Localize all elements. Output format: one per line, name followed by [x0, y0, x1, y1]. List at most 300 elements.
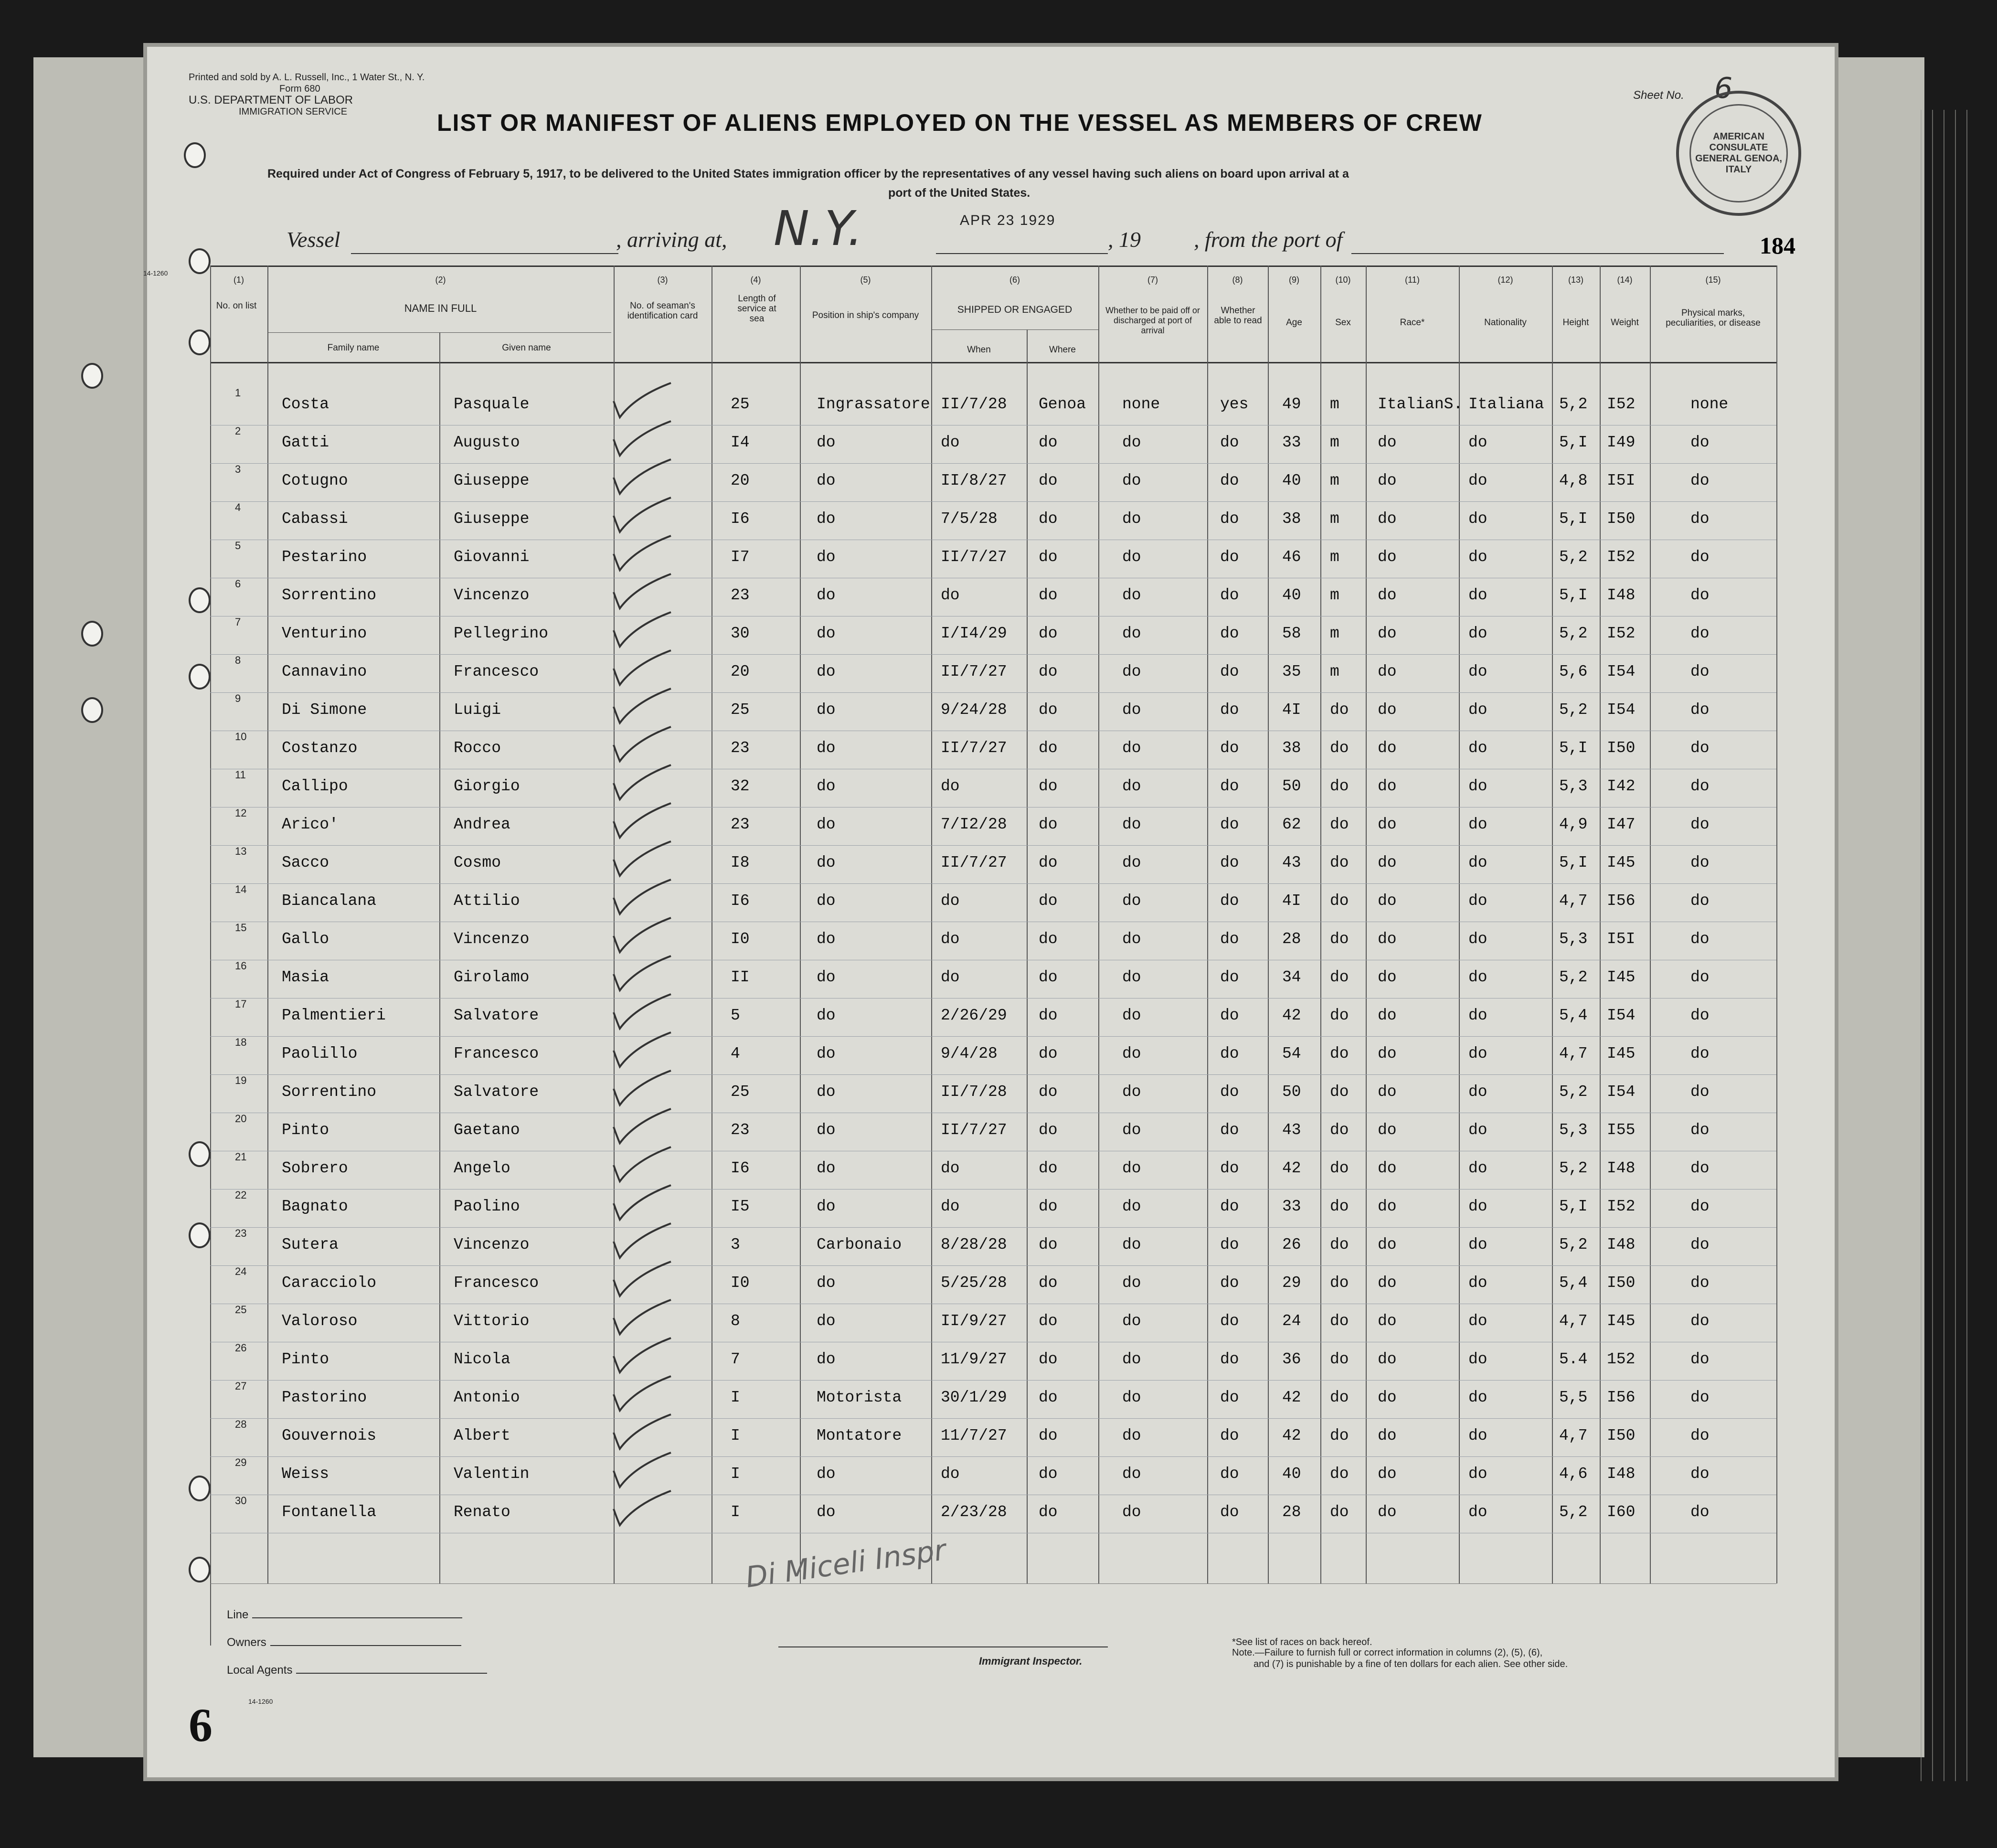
cell-age: 42	[1282, 1159, 1301, 1177]
footer-agents-field	[227, 1664, 487, 1677]
row-number: 18	[235, 1036, 247, 1048]
cell-able-to-read: do	[1220, 548, 1239, 566]
cell-age: 43	[1282, 1121, 1301, 1139]
cell-physical-marks: do	[1690, 663, 1710, 680]
cell-race: do	[1378, 1350, 1397, 1368]
cell-shipped-where: do	[1039, 1274, 1058, 1292]
cell-position: do	[817, 1159, 836, 1177]
cell-height: 5,3	[1559, 930, 1588, 948]
row-number: 1	[235, 387, 241, 399]
col-num-10: (10)	[1335, 275, 1351, 285]
cell-race: do	[1378, 777, 1397, 795]
cell-race: do	[1378, 968, 1397, 986]
header-name-in-full: NAME IN FULL	[404, 302, 477, 314]
cell-shipped-where: do	[1039, 1198, 1058, 1215]
cell-shipped-where: do	[1039, 892, 1058, 910]
cell-family-name: Cabassi	[282, 510, 348, 528]
cell-able-to-read: do	[1220, 663, 1239, 680]
cell-shipped-when: 30/1/29	[941, 1389, 1007, 1406]
cell-shipped-where: do	[1039, 739, 1058, 757]
cell-paid-off: do	[1122, 1274, 1141, 1292]
footer-owners-underline	[270, 1645, 461, 1646]
cell-shipped-where: do	[1039, 816, 1058, 833]
cell-age: 29	[1282, 1274, 1301, 1292]
cell-paid-off: do	[1122, 1198, 1141, 1215]
cell-length-of-service: I0	[731, 930, 750, 948]
cell-shipped-when: II/7/27	[941, 548, 1007, 566]
cell-weight: I48	[1607, 1159, 1636, 1177]
cell-paid-off: do	[1122, 663, 1141, 680]
cell-weight: I47	[1607, 816, 1636, 833]
cell-physical-marks: do	[1690, 625, 1710, 642]
cell-family-name: Biancalana	[282, 892, 377, 910]
checkmark-icon	[611, 955, 673, 993]
cell-shipped-where: do	[1039, 701, 1058, 719]
cell-able-to-read: do	[1220, 701, 1239, 719]
cell-physical-marks: do	[1690, 548, 1710, 566]
footer-note-2: Note.—Failure to furnish full or correct information in columns (2), (5), (6),	[1232, 1647, 1543, 1658]
cell-position: do	[817, 434, 836, 451]
cell-paid-off: do	[1122, 510, 1141, 528]
cell-weight: 152	[1607, 1350, 1636, 1368]
cell-sex: do	[1330, 968, 1349, 986]
cell-weight: I5I	[1607, 472, 1636, 489]
cell-given-name: Pellegrino	[454, 625, 549, 642]
cell-height: 5,2	[1559, 548, 1588, 566]
cell-nationality: do	[1468, 1312, 1487, 1330]
checkmark-icon	[611, 535, 673, 573]
form-code-top: 14-1260	[143, 269, 168, 277]
cell-position: do	[817, 816, 836, 833]
cell-age: 38	[1282, 739, 1301, 757]
arriving-label: , arriving at,	[616, 227, 727, 252]
row-number: 5	[235, 540, 241, 552]
cell-able-to-read: do	[1220, 1389, 1239, 1406]
cell-paid-off: do	[1122, 1312, 1141, 1330]
punch-hole	[189, 1141, 211, 1167]
cell-weight: I45	[1607, 854, 1636, 871]
cell-age: 42	[1282, 1427, 1301, 1444]
cell-sex: do	[1330, 1159, 1349, 1177]
cell-age: 34	[1282, 968, 1301, 986]
checkmark-icon	[611, 458, 673, 497]
cell-length-of-service: I5	[731, 1198, 750, 1215]
cell-nationality: do	[1468, 472, 1487, 489]
cell-weight: I45	[1607, 968, 1636, 986]
punch-hole	[189, 587, 211, 613]
cell-given-name: Pasquale	[454, 395, 530, 413]
cell-sex: m	[1330, 510, 1339, 528]
date-stamp: APR 23 1929	[960, 212, 1056, 228]
cell-race: do	[1378, 739, 1397, 757]
punch-hole	[189, 1476, 211, 1501]
row-number: 22	[235, 1189, 247, 1201]
cell-physical-marks: do	[1690, 1045, 1710, 1062]
cell-physical-marks: do	[1690, 1083, 1710, 1101]
cell-family-name: Costa	[282, 395, 329, 413]
cell-family-name: Weiss	[282, 1465, 329, 1483]
table-row	[210, 1074, 1776, 1113]
cell-weight: I45	[1607, 1312, 1636, 1330]
checkmark-icon	[611, 1184, 673, 1222]
cell-able-to-read: do	[1220, 930, 1239, 948]
footer-agents-underline	[296, 1673, 487, 1674]
cell-paid-off: do	[1122, 1007, 1141, 1024]
cell-sex: do	[1330, 1503, 1349, 1521]
cell-position: do	[817, 586, 836, 604]
cell-shipped-where: do	[1039, 968, 1058, 986]
header-race: Race*	[1400, 318, 1425, 328]
col-num-5: (5)	[860, 275, 871, 285]
cell-paid-off: do	[1122, 816, 1141, 833]
table-row	[210, 540, 1776, 578]
footer-line-field	[227, 1608, 462, 1622]
cell-physical-marks: do	[1690, 1007, 1710, 1024]
cell-weight: I52	[1607, 625, 1636, 642]
cell-height: 5,3	[1559, 1121, 1588, 1139]
cell-race: do	[1378, 1389, 1397, 1406]
cell-race: do	[1378, 663, 1397, 680]
table-row	[210, 731, 1776, 769]
cell-nationality: do	[1468, 777, 1487, 795]
cell-given-name: Cosmo	[454, 854, 501, 871]
cell-shipped-where: do	[1039, 1083, 1058, 1101]
checkmark-icon	[611, 1452, 673, 1490]
cell-paid-off: do	[1122, 1236, 1141, 1253]
cell-race: do	[1378, 1083, 1397, 1101]
cell-able-to-read: do	[1220, 1083, 1239, 1101]
cell-shipped-when: do	[941, 892, 960, 910]
cell-given-name: Giovanni	[454, 548, 530, 566]
cell-able-to-read: do	[1220, 816, 1239, 833]
cell-height: 5,I	[1559, 434, 1588, 451]
checkmark-icon	[611, 840, 673, 879]
cell-family-name: Di Simone	[282, 701, 367, 719]
cell-shipped-where: do	[1039, 1389, 1058, 1406]
checkmark-icon	[611, 917, 673, 955]
cell-paid-off: do	[1122, 1389, 1141, 1406]
cell-family-name: Gatti	[282, 434, 329, 451]
cell-family-name: Costanzo	[282, 739, 358, 757]
cell-height: 5,2	[1559, 968, 1588, 986]
checkmark-icon	[611, 497, 673, 535]
cell-height: 5,2	[1559, 1083, 1588, 1101]
cell-height: 5,6	[1559, 663, 1588, 680]
row-number: 20	[235, 1113, 247, 1125]
punch-hole	[189, 1222, 211, 1248]
table-row	[210, 1418, 1776, 1457]
cell-height: 5,2	[1559, 395, 1588, 413]
cell-race: do	[1378, 1198, 1397, 1215]
footer-owners-label: Owners	[227, 1636, 266, 1649]
cell-given-name: Vincenzo	[454, 586, 530, 604]
cell-nationality: do	[1468, 1121, 1487, 1139]
row-number: 13	[235, 845, 247, 857]
cell-shipped-when: 9/24/28	[941, 701, 1007, 719]
cell-able-to-read: do	[1220, 1045, 1239, 1062]
header-position: Position in ship's company	[812, 310, 919, 320]
cell-able-to-read: yes	[1220, 395, 1249, 413]
cell-position: do	[817, 663, 836, 680]
row-number: 11	[235, 769, 246, 781]
punch-hole	[189, 329, 211, 355]
cell-age: 35	[1282, 663, 1301, 680]
cell-shipped-when: II/7/27	[941, 854, 1007, 871]
cell-given-name: Antonio	[454, 1389, 520, 1406]
cell-position: do	[817, 625, 836, 642]
cell-age: 42	[1282, 1007, 1301, 1024]
cell-position: do	[817, 739, 836, 757]
header-given-name: Given name	[502, 343, 551, 353]
cell-able-to-read: do	[1220, 968, 1239, 986]
cell-sex: do	[1330, 930, 1349, 948]
cell-sex: do	[1330, 1121, 1349, 1139]
cell-given-name: Angelo	[454, 1159, 510, 1177]
cell-family-name: Arico'	[282, 816, 339, 833]
checkmark-icon	[611, 649, 673, 688]
cell-race: ItalianS.	[1378, 395, 1463, 413]
cell-given-name: Francesco	[454, 1045, 539, 1062]
cell-race: do	[1378, 930, 1397, 948]
cell-weight: I54	[1607, 1083, 1636, 1101]
cell-paid-off: do	[1122, 854, 1141, 871]
punch-hole	[189, 664, 211, 690]
cell-position: do	[817, 1350, 836, 1368]
cell-length-of-service: 30	[731, 625, 750, 642]
cell-position: do	[817, 930, 836, 948]
cell-length-of-service: 25	[731, 1083, 750, 1101]
page-number: 184	[1760, 232, 1795, 259]
cell-weight: I42	[1607, 777, 1636, 795]
cell-shipped-where: do	[1039, 777, 1058, 795]
checkmark-icon	[611, 764, 673, 802]
cell-sex: m	[1330, 434, 1339, 451]
subtitle-line-2: port of the United States.	[888, 186, 1030, 200]
department-name: U.S. DEPARTMENT OF LABOR	[189, 94, 353, 106]
cell-length-of-service: I6	[731, 510, 750, 528]
cell-nationality: do	[1468, 701, 1487, 719]
cell-paid-off: do	[1122, 701, 1141, 719]
header-nationality: Nationality	[1484, 318, 1527, 328]
cell-shipped-when: 7/5/28	[941, 510, 998, 528]
cell-shipped-when: do	[941, 777, 960, 795]
table-row	[210, 883, 1776, 922]
cell-length-of-service: 23	[731, 739, 750, 757]
cell-shipped-where: do	[1039, 1427, 1058, 1444]
cell-able-to-read: do	[1220, 739, 1239, 757]
date-underline	[936, 253, 1108, 254]
table-row	[210, 998, 1776, 1037]
cell-sex: do	[1330, 854, 1349, 871]
cell-height: 4,7	[1559, 892, 1588, 910]
cell-able-to-read: do	[1220, 1198, 1239, 1215]
cell-age: 24	[1282, 1312, 1301, 1330]
row-number: 8	[235, 654, 241, 666]
cell-given-name: Nicola	[454, 1350, 510, 1368]
cell-race: do	[1378, 1007, 1397, 1024]
cell-given-name: Valentin	[454, 1465, 530, 1483]
cell-sex: do	[1330, 1389, 1349, 1406]
cell-sex: m	[1330, 548, 1339, 566]
cell-paid-off: do	[1122, 1083, 1141, 1101]
checkmark-icon	[611, 1222, 673, 1261]
cell-position: Montatore	[817, 1427, 902, 1444]
cell-physical-marks: do	[1690, 1427, 1710, 1444]
cell-shipped-when: 11/7/27	[941, 1427, 1007, 1444]
cell-nationality: do	[1468, 1236, 1487, 1253]
cell-shipped-when: 7/I2/28	[941, 816, 1007, 833]
cell-sex: do	[1330, 1045, 1349, 1062]
cell-given-name: Vincenzo	[454, 930, 530, 948]
cell-length-of-service: I6	[731, 892, 750, 910]
cell-length-of-service: 20	[731, 472, 750, 489]
cell-race: do	[1378, 816, 1397, 833]
cell-shipped-when: II/9/27	[941, 1312, 1007, 1330]
cell-race: do	[1378, 1427, 1397, 1444]
cell-length-of-service: 32	[731, 777, 750, 795]
row-number: 7	[235, 616, 241, 628]
cell-able-to-read: do	[1220, 1274, 1239, 1292]
row-number: 26	[235, 1342, 247, 1354]
cell-position: do	[817, 1045, 836, 1062]
cell-weight: I50	[1607, 510, 1636, 528]
cell-physical-marks: do	[1690, 1389, 1710, 1406]
cell-height: 5.4	[1559, 1350, 1588, 1368]
from-port-label: , from the port of	[1194, 227, 1343, 252]
table-row	[210, 1265, 1776, 1304]
row-number: 14	[235, 883, 247, 895]
cell-given-name: Attilio	[454, 892, 520, 910]
cell-length-of-service: 25	[731, 701, 750, 719]
cell-race: do	[1378, 1274, 1397, 1292]
punch-hole	[81, 697, 103, 723]
table-row	[210, 387, 1776, 425]
row-number: 25	[235, 1304, 247, 1316]
cell-able-to-read: do	[1220, 1007, 1239, 1024]
table-row	[210, 1342, 1776, 1381]
cell-weight: I55	[1607, 1121, 1636, 1139]
cell-physical-marks: do	[1690, 586, 1710, 604]
table-row	[210, 578, 1776, 616]
cell-length-of-service: 7	[731, 1350, 740, 1368]
cell-able-to-read: do	[1220, 1465, 1239, 1483]
cell-position: do	[817, 510, 836, 528]
cell-weight: I45	[1607, 1045, 1636, 1062]
cell-age: 28	[1282, 930, 1301, 948]
header-age: Age	[1286, 318, 1302, 328]
footer-note-1: *See list of races on back hereof.	[1232, 1637, 1372, 1647]
cell-height: 4,6	[1559, 1465, 1588, 1483]
sheet-label: Sheet No.	[1633, 89, 1684, 102]
cell-nationality: do	[1468, 1427, 1487, 1444]
header-length-service: Length of service at sea	[737, 294, 776, 324]
cell-physical-marks: do	[1690, 472, 1710, 489]
checkmark-icon	[611, 802, 673, 840]
checkmark-icon	[611, 879, 673, 917]
sheet-number: 6	[1714, 72, 1733, 105]
cell-age: 62	[1282, 816, 1301, 833]
cell-shipped-where: do	[1039, 1007, 1058, 1024]
cell-race: do	[1378, 1045, 1397, 1062]
cell-given-name: Rocco	[454, 739, 501, 757]
cell-nationality: do	[1468, 510, 1487, 528]
cell-weight: I50	[1607, 1427, 1636, 1444]
table-row	[210, 1495, 1776, 1533]
cell-age: 28	[1282, 1503, 1301, 1521]
row-number: 27	[235, 1380, 247, 1392]
cell-physical-marks: do	[1690, 1236, 1710, 1253]
cell-given-name: Salvatore	[454, 1007, 539, 1024]
cell-physical-marks: do	[1690, 1465, 1710, 1483]
cell-shipped-where: do	[1039, 1236, 1058, 1253]
table-row	[210, 692, 1776, 731]
cell-position: do	[817, 892, 836, 910]
cell-age: 40	[1282, 1465, 1301, 1483]
cell-sex: do	[1330, 1312, 1349, 1330]
row-number: 9	[235, 692, 241, 704]
cell-sex: do	[1330, 1427, 1349, 1444]
cell-race: do	[1378, 548, 1397, 566]
footer-form-code: 14-1260	[248, 1698, 273, 1705]
cell-age: 50	[1282, 1083, 1301, 1101]
cell-length-of-service: 23	[731, 586, 750, 604]
printer-line: Printed and sold by A. L. Russell, Inc., 1 Water St., N. Y.	[189, 72, 425, 83]
header-able-read: Whether able to read	[1214, 306, 1262, 326]
cell-position: Carbonaio	[817, 1236, 902, 1253]
cell-able-to-read: do	[1220, 625, 1239, 642]
cell-shipped-where: do	[1039, 663, 1058, 680]
column-divider	[1776, 266, 1777, 1583]
cell-age: 54	[1282, 1045, 1301, 1062]
cell-shipped-when: 9/4/28	[941, 1045, 998, 1062]
cell-physical-marks: do	[1690, 739, 1710, 757]
header-where: Where	[1049, 345, 1076, 355]
cell-family-name: Sacco	[282, 854, 329, 871]
cell-race: do	[1378, 892, 1397, 910]
cell-age: 33	[1282, 1198, 1301, 1215]
checkmark-icon	[611, 726, 673, 764]
cell-able-to-read: do	[1220, 892, 1239, 910]
sheet-mark: 6	[189, 1699, 212, 1752]
shipped-subheader-rule	[931, 329, 1098, 330]
cell-weight: I54	[1607, 663, 1636, 680]
cell-shipped-where: do	[1039, 1121, 1058, 1139]
cell-age: 43	[1282, 854, 1301, 871]
cell-age: 46	[1282, 548, 1301, 566]
cell-given-name: Giuseppe	[454, 472, 530, 489]
cell-height: 5,2	[1559, 1503, 1588, 1521]
cell-physical-marks: do	[1690, 1312, 1710, 1330]
cell-shipped-where: do	[1039, 854, 1058, 871]
cell-length-of-service: I8	[731, 854, 750, 871]
header-paid-off: Whether to be paid off or discharged at port of arrival	[1105, 306, 1200, 335]
cell-paid-off: do	[1122, 548, 1141, 566]
cell-nationality: do	[1468, 1083, 1487, 1101]
cell-age: 26	[1282, 1236, 1301, 1253]
cell-able-to-read: do	[1220, 1236, 1239, 1253]
cell-race: do	[1378, 1236, 1397, 1253]
cell-physical-marks: do	[1690, 892, 1710, 910]
col-num-14: (14)	[1617, 275, 1633, 285]
cell-family-name: Pinto	[282, 1121, 329, 1139]
cell-family-name: Valoroso	[282, 1312, 358, 1330]
cell-race: do	[1378, 1465, 1397, 1483]
cell-length-of-service: 3	[731, 1236, 740, 1253]
header-weight: Weight	[1611, 318, 1639, 328]
table-row	[210, 845, 1776, 884]
cell-given-name: Albert	[454, 1427, 510, 1444]
cell-shipped-when: do	[941, 968, 960, 986]
